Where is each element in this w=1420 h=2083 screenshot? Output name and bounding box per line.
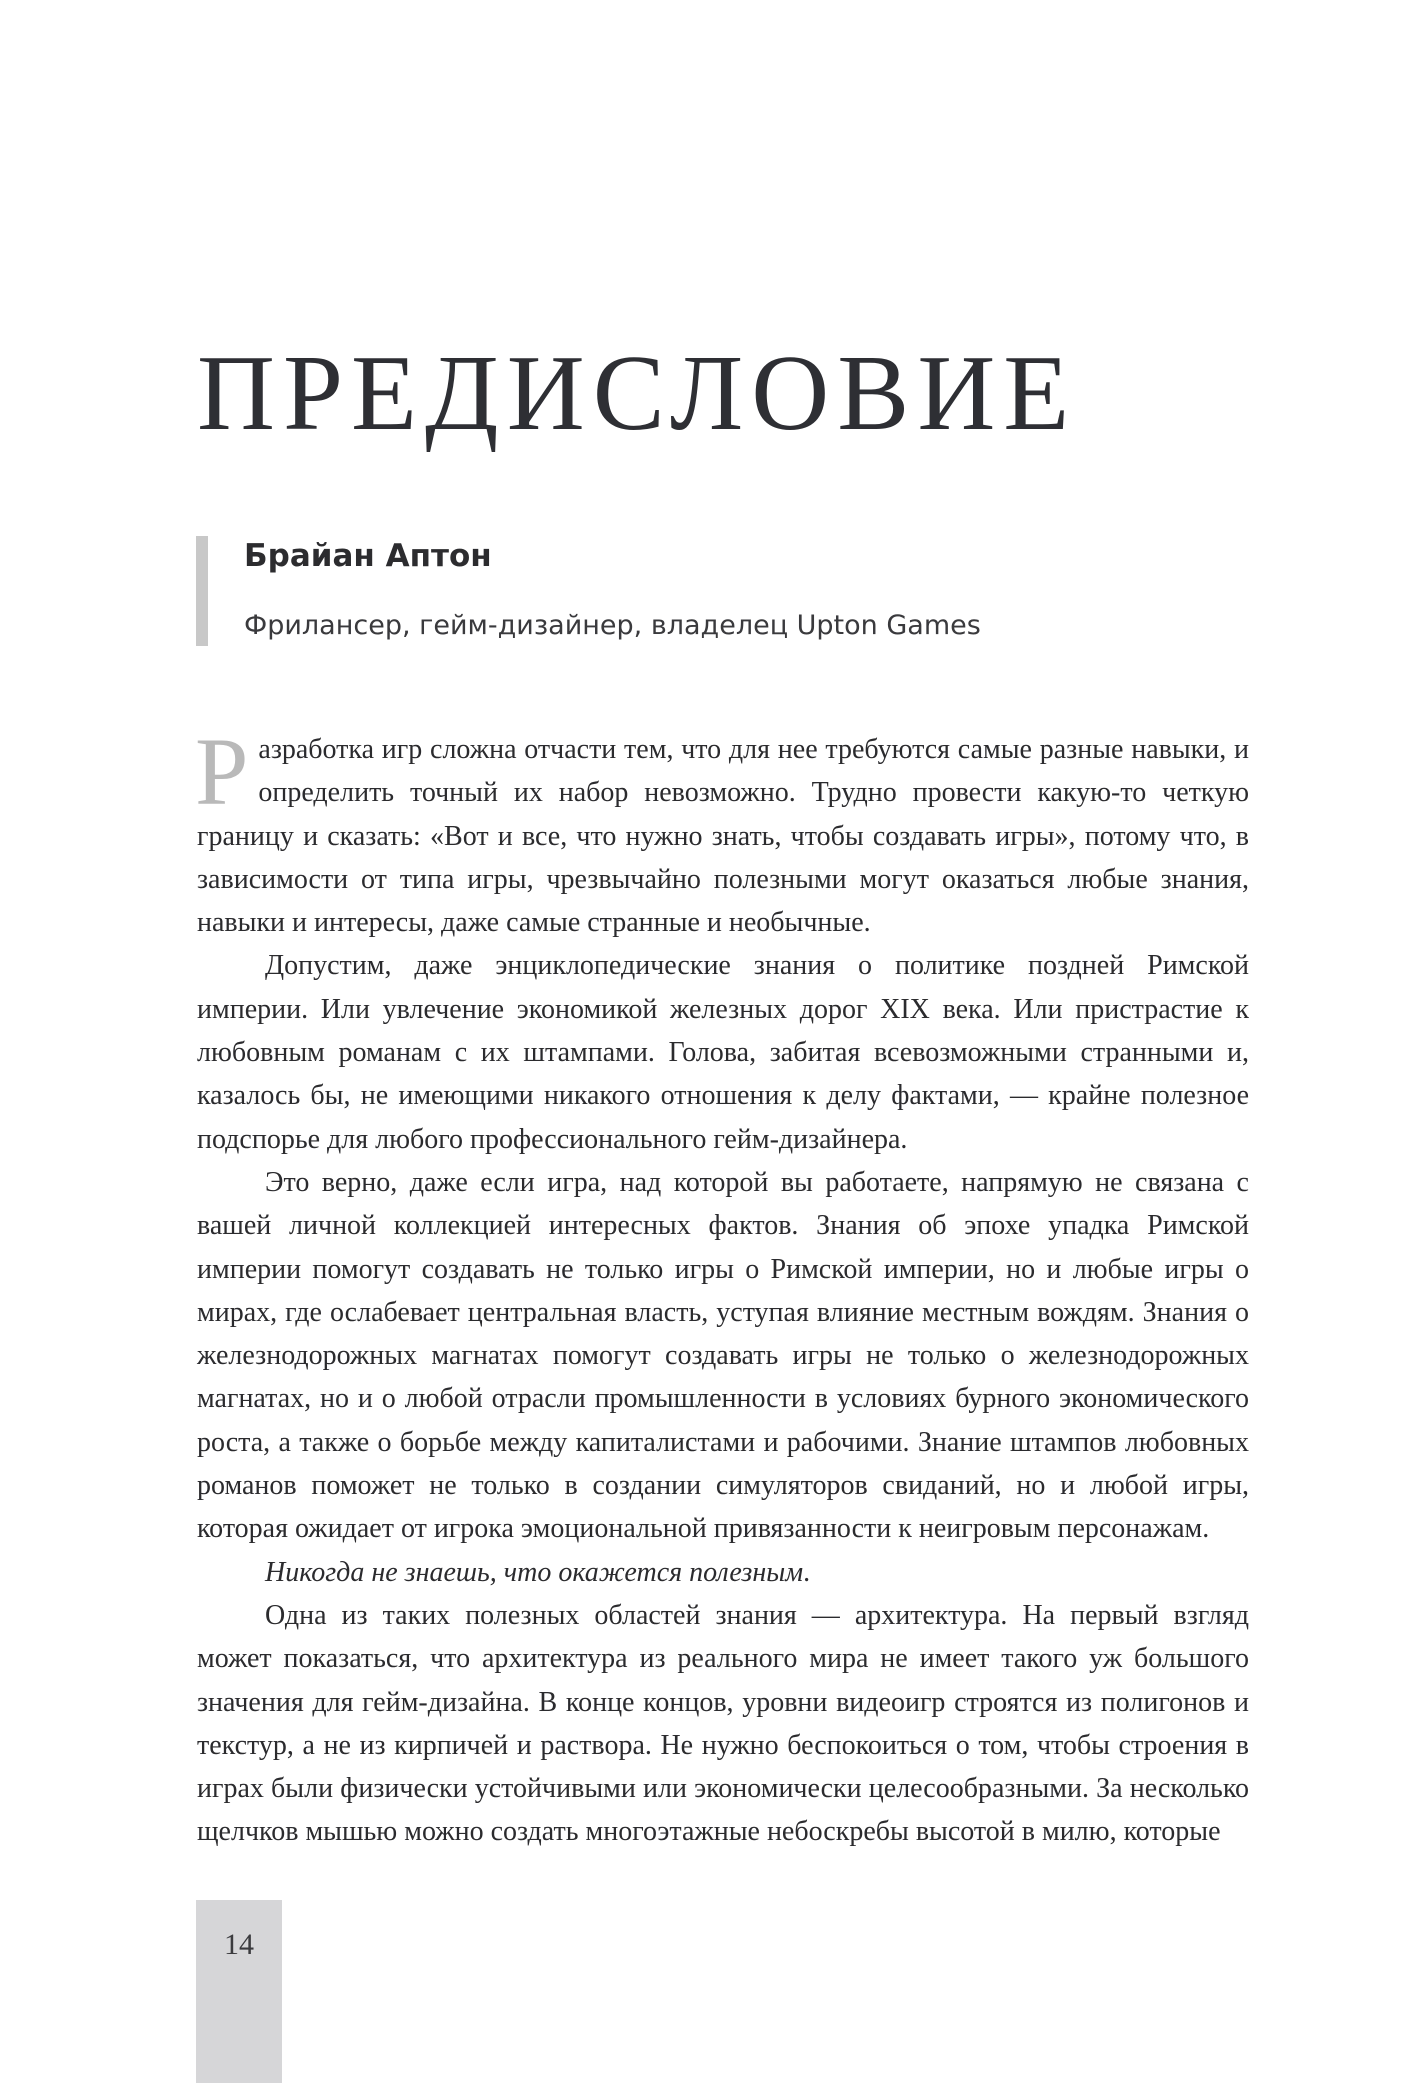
drop-cap: Р [195, 718, 249, 825]
page-number-tab [196, 1900, 282, 2083]
page-number: 14 [224, 1928, 254, 1961]
paragraph-2: Допустим, даже энциклопедические знания о политике поздней Римской империи. Или увлечение экономикой железных дорог XIX века. Или пристрастие к любовным романам с их штампами. Голова, забитая всевозможными странными и, казалось бы, не имеющими никакого отношения к делу фактами, — крайне полезное подспорье для любого профессионального гейм-дизайнера. [197, 950, 1249, 1155]
body-text [195, 718, 1249, 1854]
paragraph-3: Это верно, даже если игра, над которой вы работаете, напрямую не связана с вашей личной коллекцией интересных фактов. Знания об эпохе упадка Римской империи помогут создавать не только игры о Римской империи, но и любые игры о мирах, где ослабевает центральная власть, уступая влияние местным вождям. Знания о железнодорожных магнатах помогут создавать игры не только о железнодорожных магнатах, но и о любой отрасли промышленности в условиях бурного экономического роста, а также о борьбе между капиталистами и рабочими. Знание штампов любовных романов поможет не только в создании симуляторов свиданий, но и любой игры, которая ожидает от игрока эмоциональной привязанности к неигровым персонажам. [197, 1166, 1249, 1545]
author-name: Брайан Аптон [244, 538, 492, 574]
paragraph-1 [195, 718, 1249, 944]
paragraph-1-text: азработка игр сложна отчасти тем, что для нее требуются самые разные навыки, и определить точный их набор невозможно. Трудно провести какую-то четкую границу и сказать: «Вот и все, что нужно знать, чтобы создавать игры», потому что, в зависимости от типа игры, чрезвычайно полезными могут оказаться любые знания, навыки и интересы, даже самые странные и необычные. [197, 734, 1249, 939]
paragraph-5: Одна из таких полезных областей знания — архитектура. На первый взгляд может показаться, что архитектура из реального мира не имеет такого уж большого значения для гейм-дизайна. В конце концов, уровни видеоигр строятся из полигонов и текстур, а не из кирпичей и раствора. Не нужно беспокоиться о том, чтобы строения в играх были физически устойчивыми или экономически целесообразными. За несколько щелчков мышью можно создать многоэтажные небоскребы высотой в милю, которые [197, 1599, 1249, 1848]
paragraph-4 [197, 1551, 1249, 1594]
author-accent-bar [196, 536, 208, 646]
chapter-title: ПРЕДИСЛОВИЕ [197, 334, 1078, 453]
paragraph-4-end: . [803, 1556, 811, 1588]
author-role: Фрилансер, гейм-дизайнер, владелец Upton Games [244, 610, 981, 641]
paragraph-4-italic: Никогда не знаешь, что окажется полезным [265, 1556, 804, 1588]
